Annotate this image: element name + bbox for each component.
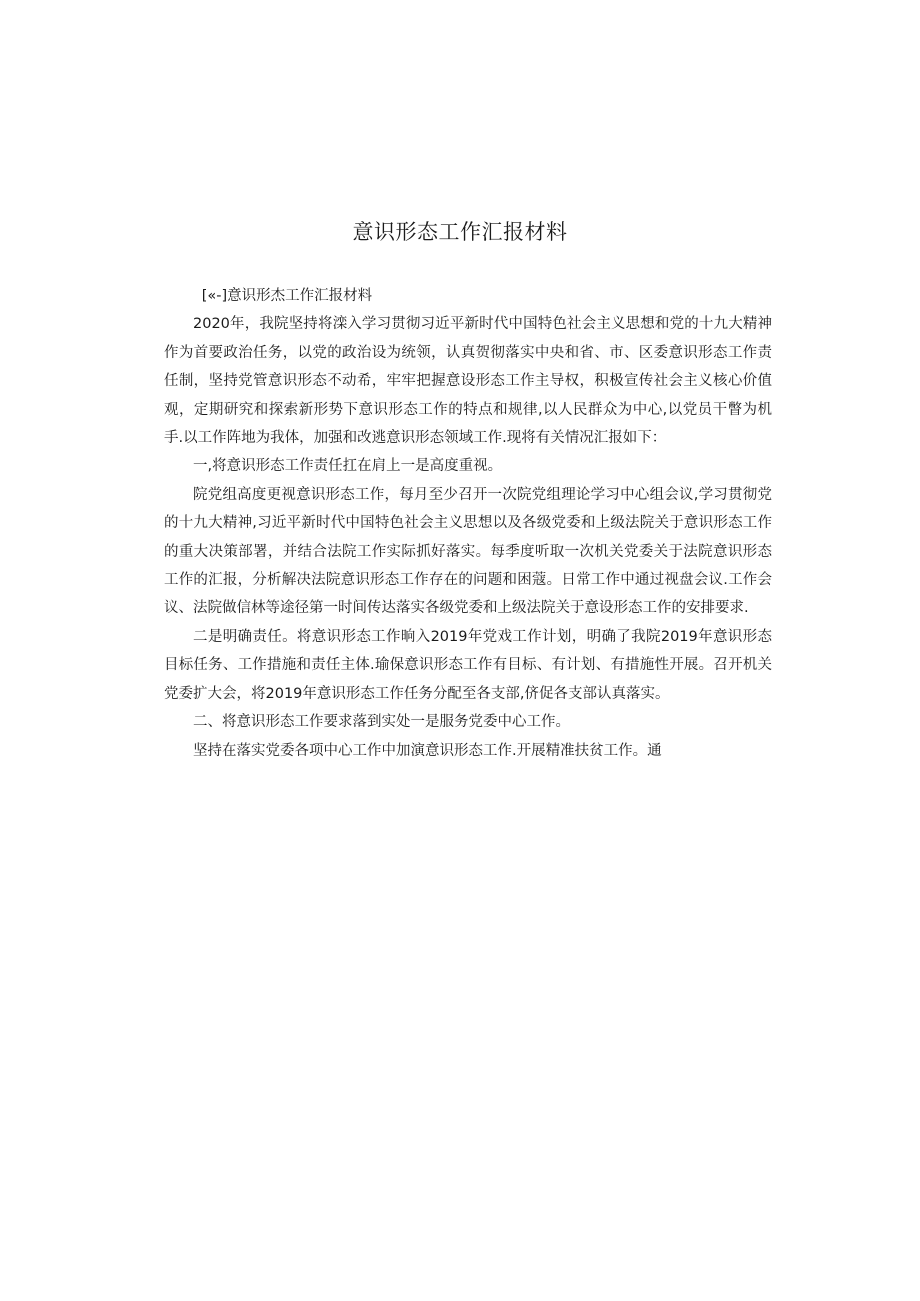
section-heading-two: 二、将意识形态工作要求落到实处一是服务党委中心工作。 <box>193 714 570 731</box>
paragraph-poverty-work: 坚持在落实党委各项中心工作中加演意识形态工作.开展精准扶贫工作。通 <box>193 742 662 759</box>
section-subtitle: [«-]意识形杰工作汇报材料 <box>201 288 373 304</box>
paragraph-intro: 2020年，我院坚持将滦入学习贯彻习近平新时代中国特色社会主义思想和党的十九大精神作为首要政治任务，以党的政治设为统领，认真贺彻落实中央和省、市、区委意识形态工作责任制，坚持党管意识形态不动希，牢牢把握意设形态工作主导权，积极宣传社会主义核心价值观，定期研究和探索新形势下意识形态工作的特点和规律,以人民群众为中心,以党员干瞥为机手.以工作阵地为我体，加强和改逃意识形态领域工作.现将有关情况汇报如下： <box>164 316 772 447</box>
document-title: 意识形态工作汇报材料 <box>352 220 568 244</box>
paragraph-responsibility: 二是明确责任。将意识形态工作晌入2019年党戏工作计划，明确了我院2019年意识形态目标任务、工作措施和责任主体.瑜保意识形态工作有目标、有计划、有措施性开展。召开机关党委扩大会，将2019年意识形态工作任务分配至各支部,侪促各支部认真落实。 <box>164 628 772 702</box>
paragraph-leadership: 院党组高度更视意识形态工作，每月至少召开一次院党组理论学习中心组会议,学习贯彻党的十九大精神,习近平新时代中国特色社会主义思想以及各级党委和上级法院关于意识形态工作的重大决策部署，并结合法院工作实际抓好落实。每季度听取一次机关党委关于法院意识形态工作的汇报，分析解决法院意识形态工作存在的问题和困蔻。日常工作中通过视盘会议.工作会议、法院做信林等途径第一时间传达落实各级党委和上级法院关于意设形态工作的安排要求. <box>164 486 772 617</box>
section-heading-one: 一,将意识形态工作责任扛在肩上一是高度重视。 <box>193 458 503 475</box>
document-body <box>164 282 772 765</box>
